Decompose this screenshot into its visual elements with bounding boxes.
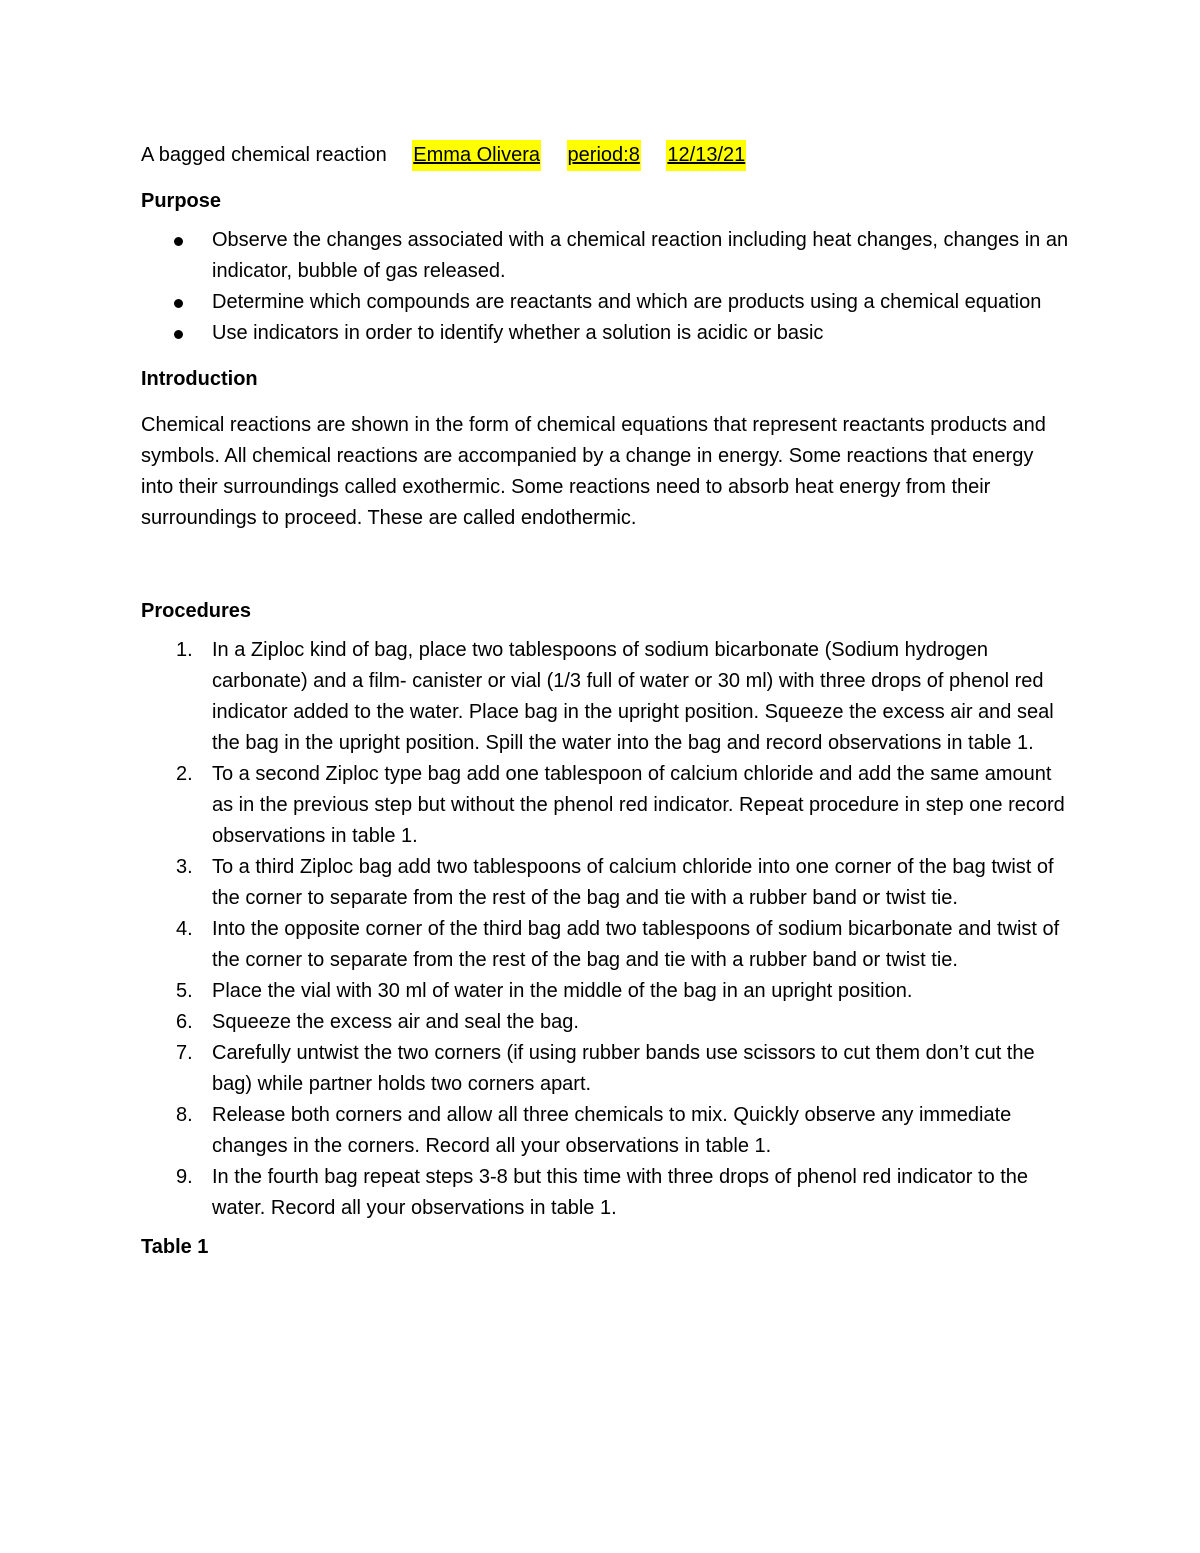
step-number: 2. xyxy=(176,763,193,785)
date: 12/13/21 xyxy=(666,140,746,171)
step-number: 8. xyxy=(176,1104,193,1126)
bullet-icon xyxy=(174,299,183,308)
step-text: In the fourth bag repeat steps 3-8 but this time with three drops of phenol red indicator to the water. Record all your observations in table 1. xyxy=(212,1166,1029,1219)
step-text: To a third Ziploc bag add two tablespoons of calcium chloride into one corner of the bag twist of the corner to separate from the rest of the bag and tie with a rubber band or twist tie. xyxy=(212,856,1054,909)
step-number: 5. xyxy=(176,980,193,1002)
step-text: Place the vial with 30 ml of water in the middle of the bag in an upright position. xyxy=(212,980,913,1002)
step-number: 6. xyxy=(176,1011,193,1033)
list-item xyxy=(141,318,1071,349)
bullet-icon xyxy=(174,330,183,339)
list-item xyxy=(141,287,1071,318)
list-item xyxy=(141,1162,1071,1224)
document-content xyxy=(141,140,1071,1263)
introduction-heading: Introduction xyxy=(141,368,258,390)
purpose-heading: Purpose xyxy=(141,190,222,212)
introduction-paragraph: Chemical reactions are shown in the form of chemical equations that represent reactants products and symbols. All chemical reactions are accompanied by a change in energy. Some reactions that energy into their surroundings called exothermic. Some reactions need to absorb heat energy from their surroundings to proceed. These are called endothermic. xyxy=(141,414,1046,529)
document-title: A bagged chemical reaction xyxy=(141,144,387,166)
class-period: period:8 xyxy=(567,140,641,171)
procedures-list xyxy=(141,635,1071,1224)
list-item xyxy=(141,1007,1071,1038)
step-number: 7. xyxy=(176,1042,193,1064)
student-name: Emma Olivera xyxy=(412,140,541,171)
list-item xyxy=(141,914,1071,976)
step-text: In a Ziploc kind of bag, place two tablespoons of sodium bicarbonate (Sodium hydrogen carbonate) and a film- canister or vial (1/3 full of water or 30 ml) with three drops of phenol red indicator added to the water. Place bag in the upright position. Squeeze the excess air and seal the bag in the upright position. Spill the water into the bag and record observations in table 1. xyxy=(212,639,1054,754)
purpose-item-text: Observe the changes associated with a chemical reaction including heat changes, changes in an indicator, bubble of gas released. xyxy=(212,229,1069,282)
purpose-list xyxy=(141,225,1071,349)
step-number: 4. xyxy=(176,918,193,940)
step-text: To a second Ziploc type bag add one tablespoon of calcium chloride and add the same amount as in the previous step but without the phenol red indicator. Repeat procedure in step one record observations in table 1. xyxy=(212,763,1065,847)
step-number: 1. xyxy=(176,639,193,661)
bullet-icon xyxy=(174,237,183,246)
title-line xyxy=(141,140,1071,171)
list-item xyxy=(141,976,1071,1007)
list-item xyxy=(141,1038,1071,1100)
procedures-heading: Procedures xyxy=(141,600,252,622)
list-item xyxy=(141,1100,1071,1162)
list-item xyxy=(141,759,1071,852)
purpose-item-text: Determine which compounds are reactants and which are products using a chemical equation xyxy=(212,291,1042,313)
step-text: Carefully untwist the two corners (if using rubber bands use scissors to cut them don’t cut the bag) while partner holds two corners apart. xyxy=(212,1042,1035,1095)
list-item xyxy=(141,852,1071,914)
purpose-item-text: Use indicators in order to identify whether a solution is acidic or basic xyxy=(212,322,824,344)
list-item xyxy=(141,635,1071,759)
step-text: Squeeze the excess air and seal the bag. xyxy=(212,1011,579,1033)
list-item xyxy=(141,225,1071,287)
step-number: 9. xyxy=(176,1166,193,1188)
step-text: Release both corners and allow all three chemicals to mix. Quickly observe any immediate changes in the corners. Record all your observations in table 1. xyxy=(212,1104,1012,1157)
step-text: Into the opposite corner of the third bag add two tablespoons of sodium bicarbonate and twist of the corner to separate from the rest of the bag and tie with a rubber band or twist tie. xyxy=(212,918,1060,971)
table-heading: Table 1 xyxy=(141,1236,209,1258)
step-number: 3. xyxy=(176,856,193,878)
